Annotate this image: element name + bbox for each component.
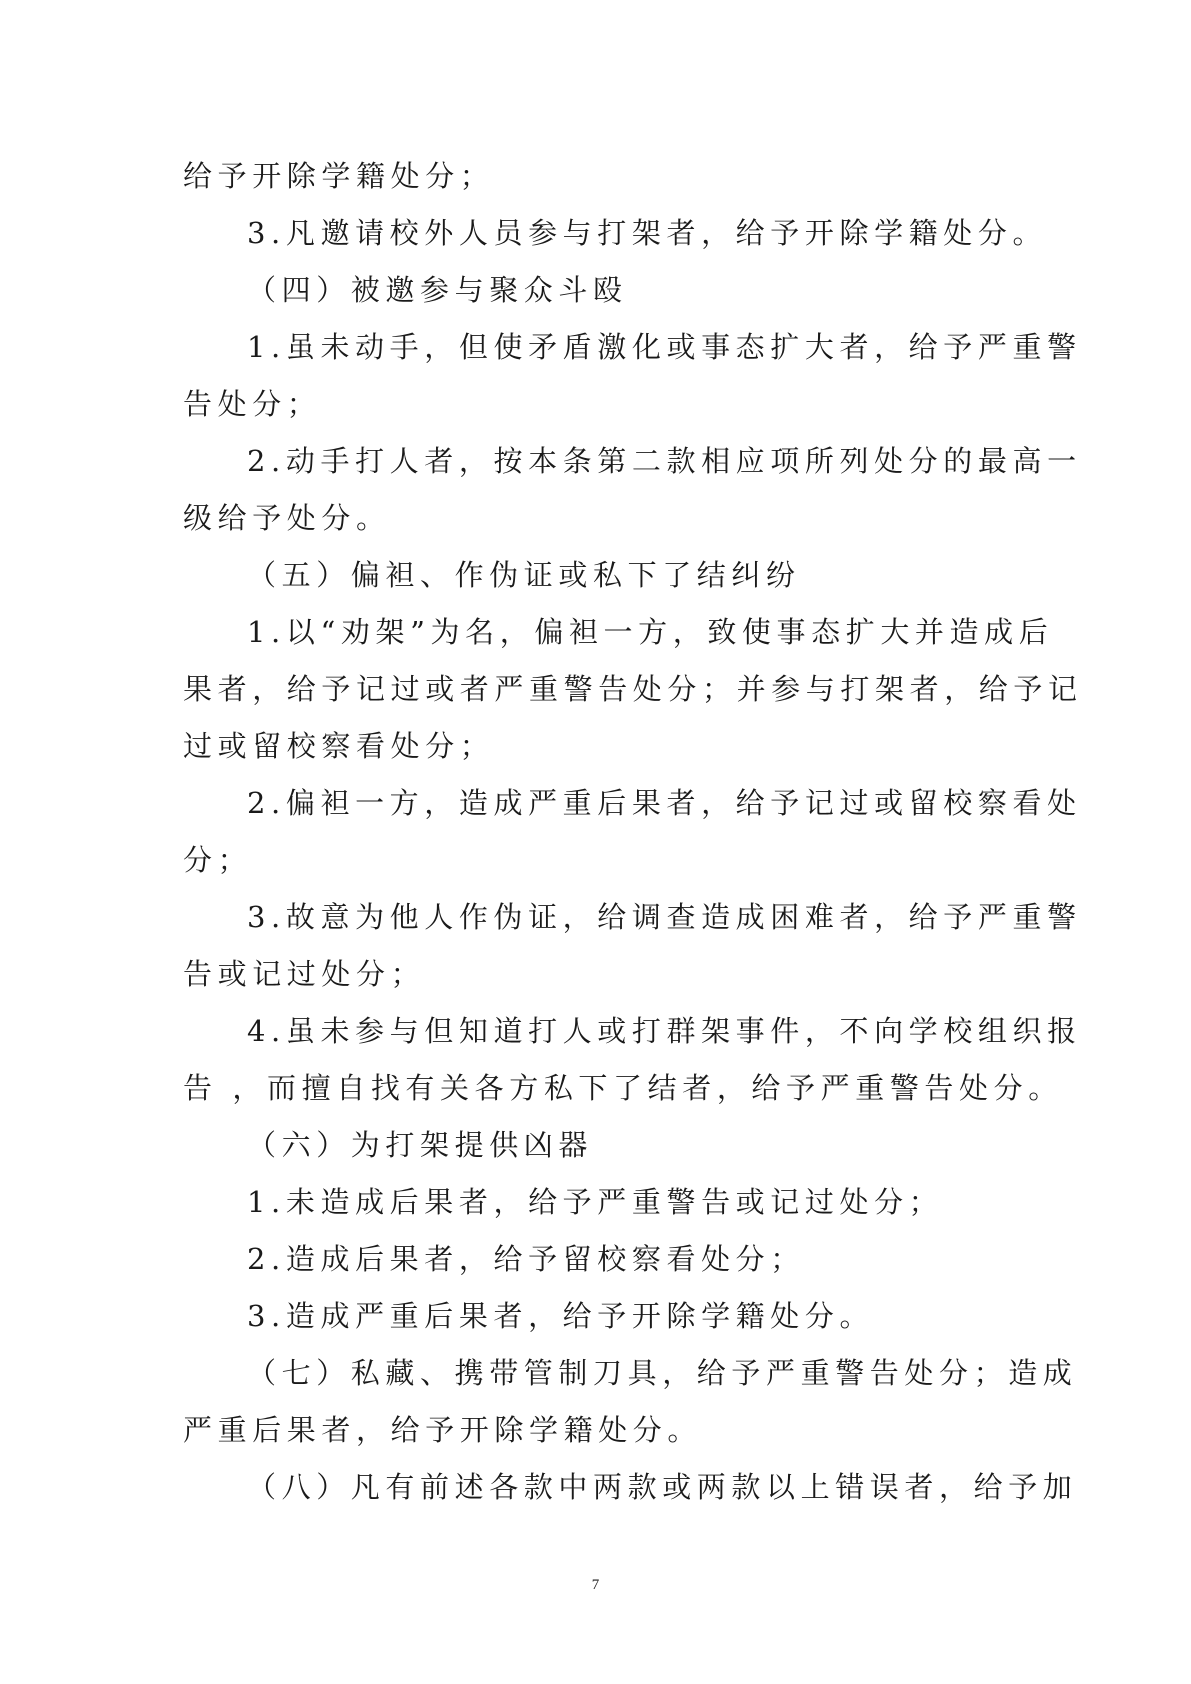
section-heading: （四）被邀参与聚众斗殴 xyxy=(247,273,628,307)
text-line: 告处分； xyxy=(183,387,322,421)
text-line: 4.虽未参与但知道打人或打群架事件，不向学校组织报 xyxy=(247,1014,1082,1048)
text-line: 果者，给予记过或者严重警告处分；并参与打架者，给予记 xyxy=(183,672,1083,706)
text-line: 1.虽未动手，但使矛盾激化或事态扩大者，给予严重警 xyxy=(247,330,1082,364)
text-line: 级给予处分。 xyxy=(183,501,391,535)
section-heading: （八）凡有前述各款中两款或两款以上错误者，给予加 xyxy=(247,1470,1078,1504)
text-line: 告 ，而擅自找有关各方私下了结者，给予严重警告处分。 xyxy=(183,1071,1063,1105)
text-line: 2.动手打人者，按本条第二款相应项所列处分的最高一 xyxy=(247,444,1082,478)
text-line: 3.凡邀请校外人员参与打架者，给予开除学籍处分。 xyxy=(247,216,1048,250)
text-line: 1.以“劝架”为名，偏袒一方，致使事态扩大并造成后 xyxy=(247,615,1054,649)
text-line: 过或留校察看处分； xyxy=(183,729,495,763)
section-heading: （五）偏袒、作伪证或私下了结纠纷 xyxy=(247,558,801,592)
text-line: 给予开除学籍处分； xyxy=(183,159,495,193)
page-number: 7 xyxy=(591,1577,600,1593)
text-line: 3.故意为他人作伪证，给调查造成困难者，给予严重警 xyxy=(247,900,1082,934)
text-line: 1.未造成后果者，给予严重警告或记过处分； xyxy=(247,1185,944,1219)
document-body xyxy=(183,148,1083,1516)
text-line: 分； xyxy=(183,843,253,877)
text-line: 2.偏袒一方，造成严重后果者，给予记过或留校察看处 xyxy=(247,786,1082,820)
text-line: 3.造成严重后果者，给予开除学籍处分。 xyxy=(247,1299,875,1333)
section-heading: （六）为打架提供凶器 xyxy=(247,1128,594,1162)
text-line: 2.造成后果者，给予留校察看处分； xyxy=(247,1242,805,1276)
section-heading: （七）私藏、携带管制刀具，给予严重警告处分；造成 xyxy=(247,1356,1078,1390)
text-line: 严重后果者，给予开除学籍处分。 xyxy=(183,1413,703,1447)
text-line: 告或记过处分； xyxy=(183,957,426,991)
